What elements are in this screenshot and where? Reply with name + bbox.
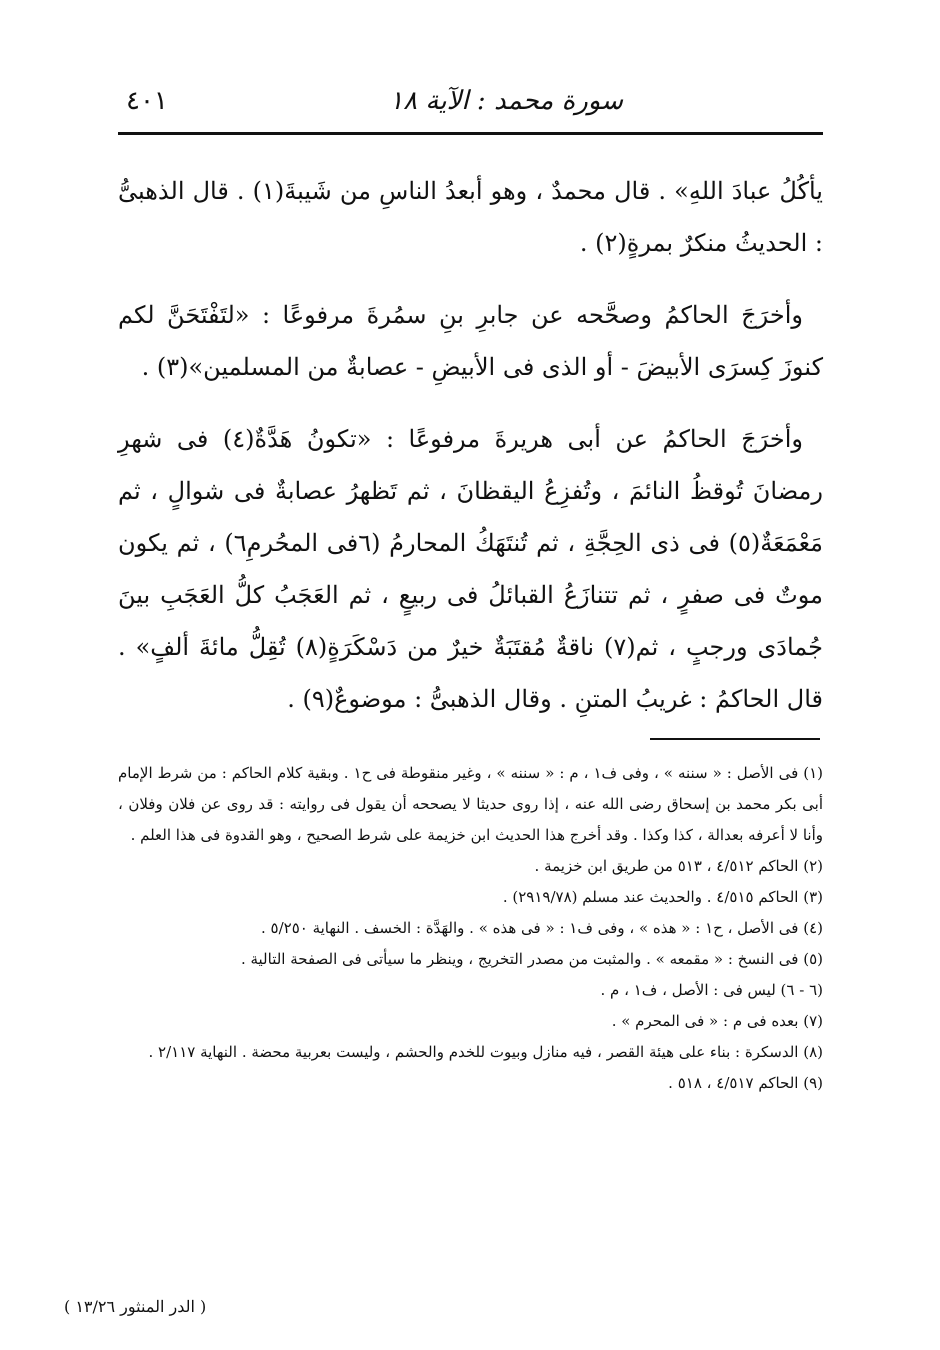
- footnote-2: (٢) الحاكم ٤/٥١٢ ، ٥١٣ من طريق ابن خزيمة .: [534, 857, 823, 875]
- footnote-7: (٧) بعده فى م : « فى المحرم » .: [611, 1012, 823, 1030]
- paragraph-1: يأكُلُ عبادَ اللهِ» . قال محمدٌ ، وهو أبعدُ الناسِ من شَيبةَ(١) . قال الذهبىُّ : الحديثُ منكرٌ بمرةٍ(٢) .: [118, 177, 823, 257]
- page-header: [118, 82, 823, 126]
- footnote-6: (٦ - ٦) ليس فى : الأصل ، ف١ ، م .: [600, 981, 823, 999]
- main-text: [118, 165, 823, 745]
- running-title: سورة محمد : الآية ١٨: [389, 86, 623, 116]
- paragraph-2: وأخرَجَ الحاكمُ وصحَّحه عن جابرِ بنِ سمُرةَ مرفوعًا : «لتَفْتَحَنَّ لكم كنوزَ كِسرَى الأبيضَ - أو الذى فى الأبيضِ - عصابةٌ من المسلمين»(٣) .: [118, 301, 823, 381]
- footnote-9: (٩) الحاكم ٤/٥١٧ ، ٥١٨ .: [668, 1074, 823, 1092]
- footnote-4: (٤) فى الأصل ، ح١ : « هذه » ، وفى ف١ : « فى هذه » . والهَدَّة : الخسف . النهاية ٥/٢٥٠ .: [260, 919, 823, 937]
- footnote-separator: [650, 738, 820, 740]
- footnotes: [118, 758, 823, 1099]
- footnote-5: (٥) فى النسخ : « مقمعه » . والمثبت من مصدر التخريج ، وينظر ما سيأتى فى الصفحة التالية .: [240, 950, 823, 968]
- page-number: ٤٠١: [126, 86, 168, 116]
- volume-reference: ( الدر المنثور ١٣/٢٦ ): [64, 1297, 207, 1316]
- footnote-8: (٨) الدسكرة : بناء على هيئة القصر ، فيه منازل وبيوت للخدم والحشم ، وليست بعربية محضة . النهاية ٢/١١٧ .: [148, 1043, 823, 1061]
- paragraph-3: وأخرَجَ الحاكمُ عن أبى هريرةَ مرفوعًا : «تكونُ هَدَّةٌ(٤) فى شهرِ رمضانَ تُوقظُ النائمَ ، وتُفزِعُ اليقظانَ ، ثم تَظهرُ عصابةٌ فى شوالٍ ، ثم مَعْمَعَةٌ(٥) فى ذى الحِجَّةِ ، ثم تُنتَهَكُ المحارمُ (٦فى المحُرمِ٦) ، ثم يكون موتٌ فى صفرٍ ، ثم تتنازَعُ القبائلُ فى ربيعٍ ، ثم العَجَبُ كلُّ العَجَبِ بينَ جُمادَى ورجبٍ ، ثم(٧) ناقةٌ مُقتَبَةٌ خيرٌ من دَسْكَرَةٍ(٨) تُقِلُّ مائةَ ألفٍ» . قال الحاكمُ : غريبُ المتنِ . وقال الذهبىُّ : موضوعٌ(٩) .: [118, 425, 824, 713]
- footnote-3: (٣) الحاكم ٤/٥١٥ . والحديث عند مسلم (٢٩١٩/٧٨) .: [502, 888, 823, 906]
- header-rule: [118, 132, 823, 135]
- footnote-1: (١) فى الأصل : « سننه » ، وفى ف١ ، م : « سننه » ، وغير منقوطة فى ح١ . وبقية كلام الحاكم : من شرط الإمام أبى بكر محمد بن إسحاق رضى الله عنه ، إذا روى حديثا لا يصححه أن يقول فى روايته : قد روى عن فلان وفلان ، وأنا لا أعرفه بعدالة ، كذا وكذا . وقد أخرج هذا الحديث ابن خزيمة على شرط الصحيح ، وهو القدوة فى هذا العلم .: [118, 764, 823, 844]
